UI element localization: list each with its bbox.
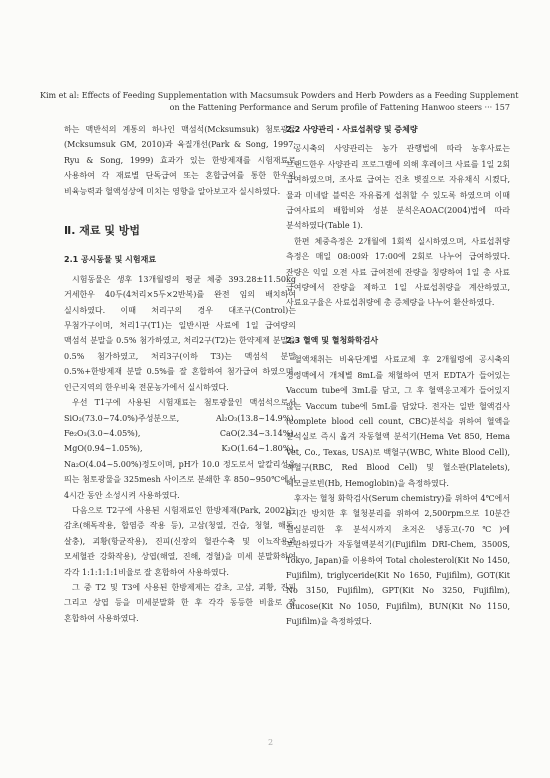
paragraph: 후자는 혈청 화학검사(Serum chemistry)를 위하여 4℃에서 8시간 방치한 후 혈청분리를 위하여 2,500rpm으로 10분간 원심분리한 후 분석시까지 초저온 냉동고(-70℃)에 보관하였다가 자동혈액분석기(Fujifilm DRI-Chem, 3500S, Tokyo, Japan)를 이용하여 Total cholesterol(Kit No 1450, Fujifilm), triglyceride(Kit No 1650, Fujifilm), GOT(Kit No 3150, Fujifilm), GPT(Kit No 3250, Fujifilm), Glucose(Kit No 1050, Fujifilm), BUN(Kit No 1150, Fujifilm)을 측정하였다. — [286, 493, 510, 627]
running-header-title: on the Fattening Performance and Serum profile of Fattening Hanwoo steers — [169, 103, 482, 112]
subsection-title-2-1: 2.1 공시동물 및 시험재료 — [64, 255, 157, 265]
footer-number: 2 — [268, 738, 274, 747]
subsection-title-2-3: 2.3 혈액 및 혈청화학검사 — [286, 335, 379, 345]
page-number: 157 — [494, 103, 510, 112]
right-column — [286, 122, 510, 630]
paragraph: 우선 T1구에 사용된 시험재료는 첨토광물인 맥섬석으로서 SiO₂(73.0~74.0%)주성분으로, Al₂O₃(13.8~14.9%), Fe₂O₃(3.0~4.05%), CaO(2.34~3.14%), MgO(0.94~1.05%), K₂O(1.64~1.80%), Na₂O(4.04~5.00%)정도이며, pH가 10.0 정도로서 알칼리성을 띄는 첨토광물을 325mesh 사이즈로 분쇄한 후 850~950℃에서 4시간 동안 소성시켜 사용하였다. — [64, 398, 296, 500]
running-header — [40, 90, 519, 114]
paragraph: 그 중 T2 및 T3에 사용된 한방제제는 감초, 고삼, 괴황, 진피 그리고 상엽 등을 미세분말화 한 후 각각 동등한 비율로 잘 혼합하여 사용하였다. — [64, 582, 296, 623]
running-header-line1: Kim et al: Effects of Feeding Supplementation with Macsumsuk Powders and Herb Powders as a Feeding Supplement — [40, 91, 519, 100]
paragraph: 한편 체중측정은 2개월에 1회씩 실시하였으며, 사료섭취량 측정은 매일 08:00와 17:00에 2회로 나누어 급여하였다. 잔량은 익일 오전 사료 급여전에 잔량을 칭량하여 1일 총 사료 급여량에서 잔량을 제하고 1일 사료섭취량을 계산하였고, 사료요구율은 사료섭취량에 총 증체량을 나누어 환산하였다. — [286, 236, 510, 308]
left-column — [64, 122, 296, 626]
running-header-line2: on the Fattening Performance and Serum profile of Fattening Hanwoo steers ··· 157 — [169, 103, 510, 112]
paragraph: 시험동물은 생후 13개월령의 평균 체중 393.28±11.50kg 거세한우 40두(4처리×5두×2반복)를 완전 임의 배치하여 실시하였다. 이때 처리구의 경우 대조구(Control)는 무첨가구이며, 처리1구(T1)는 일반시판 사료에 1일 급여량의 맥섬석 분말을 0.5% 첨가하였고, 처리2구(T2)는 한약제제 분말을 0.5% 첨가하였고, 처리3구(이하 T3)는 맥섬석 분말 0.5%+한방제재 분말 0.5%를 잘 혼합하여 첨가급여 하였으며, 인근지역의 한우비육 전문농가에서 실시하였다. — [64, 274, 296, 392]
section-title: Ⅱ. 재료 및 방법 — [64, 224, 141, 238]
subsection-title-2-2: 2.2 사양관리 · 사료섭취량 및 증체량 — [286, 125, 418, 134]
paragraph: 공시축의 사양관리는 농가 관행법에 따라 농후사료는 브랜드한우 사양관리 프로그램에 의해 후레이크 사료를 1일 2회 급여하였으며, 조사료 급여는 건초 볏짚으로 자유채식 시켰다, 물과 미네랄 블럭은 자유롭게 섭취할 수 있도록 하였으며 이때 급여사료의 배합비와 성분 분석은AOAC(2004)법에 따라 분석하였다(Table 1). — [286, 144, 510, 231]
paragraph: 혈액채취는 비육단계별 사료교체 후 2개월령에 공시축의 경정맥에서 개체별 8mL를 채혈하여 면저 EDTA가 들어있는 Vaccum tube에 3mL를 담고, 그 후 혈액응고제가 들어있지 않는 Vaccum tube에 5mL를 담았다. 전자는 일반 혈액검사(complete blood cell count, CBC)분석을 위하여 혈액을 분석실로 즉시 옮겨 자동혈액 분석기(Hema Vet 850, Hema Vet, Co., Texas, USA)로 백혈구(WBC, White Blood Cell), 적혈구(RBC, Red Blood Cell) 및 혈소판(Platelets), 헤모글로빈(Hb, Hemoglobin)을 측정하였다. — [286, 355, 510, 488]
intro-paragraph: 하는 맥반석의 계통의 하나인 맥섬석(Mcksumsuk) 첨토광물(Mcksumsuk GM, 2010)과 육질개선(Park & Song, 1997; Ryu & Song, 1999) 효과가 있는 한방제재를 시험재료로 사용하여 각 재료별 단독급여 또는 혼합급여를 통한 한우의 비육능력과 혈액성상에 미치는 영향을 알아보고자 실시하였다. — [64, 125, 296, 196]
paragraph-gap — [286, 311, 510, 321]
paragraph: 다음으로 T2구에 사용된 시험재료인 한방제재(Park, 2002)는 감초(해독작용, 합염증 작용 등), 고삼(청열, 건습, 청혈, 해독, 살충), 괴황(항균작용), 진피(신장의 혈관수축 및 이뇨작용과 모세혈관 강화작용), 상엽(해열, 진해, 경혈)을 미세 분말화하여 각각 1:1:1:1:1비율로 잘 혼합하여 사용하였다. — [64, 505, 296, 577]
